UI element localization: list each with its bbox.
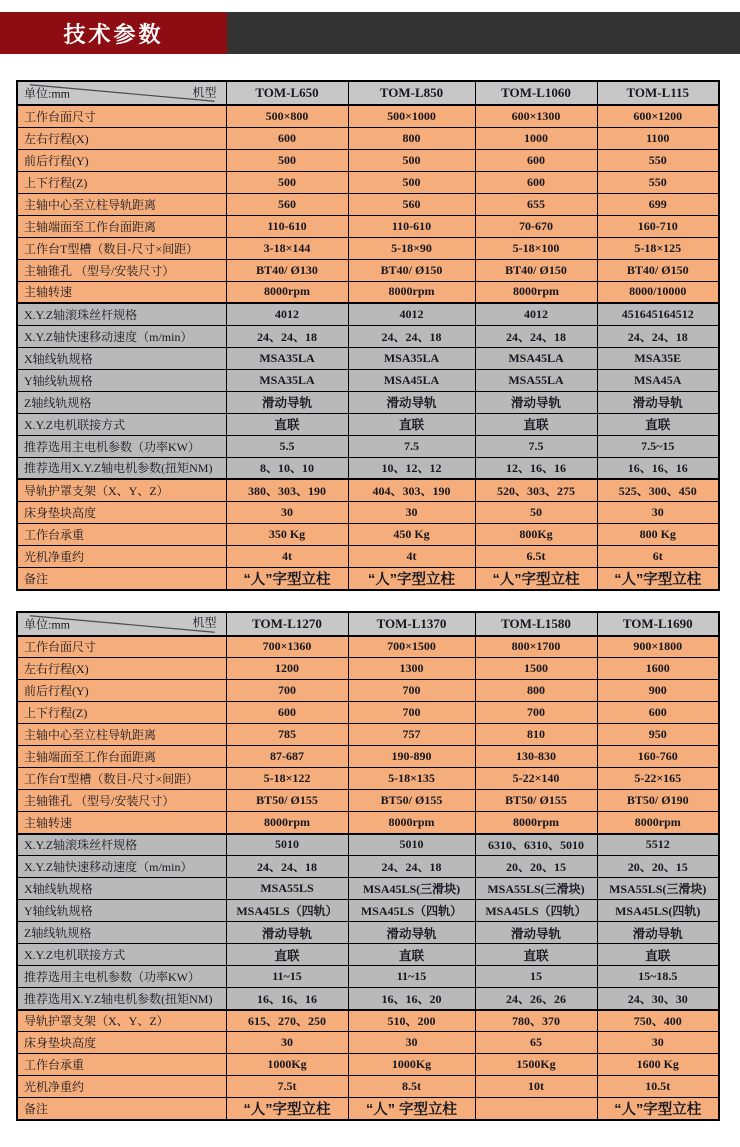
value-cell: 20、20、15 [475, 856, 597, 878]
row-label: X.Y.Z电机联接方式 [17, 944, 226, 966]
value-cell: 4t [226, 545, 348, 567]
value-cell: 1000Kg [226, 1054, 348, 1076]
value-cell: 70-670 [475, 215, 597, 237]
value-cell: 直联 [597, 944, 719, 966]
value-cell: 5-18×122 [226, 768, 348, 790]
value-cell: 滑动导轨 [597, 391, 719, 413]
value-cell: 700 [226, 680, 348, 702]
column-header: TOM-L650 [226, 81, 348, 105]
row-label: X.Y.Z轴滚珠丝杆规格 [17, 303, 226, 325]
value-cell: 5512 [597, 834, 719, 856]
row-label: 工作台面尺寸 [17, 636, 226, 658]
column-header: TOM-L115 [597, 81, 719, 105]
table-row [17, 523, 719, 545]
row-label: 主轴端面至工作台面距离 [17, 215, 226, 237]
row-label: 主轴端面至工作台面距离 [17, 746, 226, 768]
table-row [17, 812, 719, 834]
value-cell: MSA55LS(三滑块) [597, 878, 719, 900]
value-cell: 5-18×100 [475, 237, 597, 259]
value-cell: MSA35LA [226, 369, 348, 391]
header-bar [0, 12, 740, 54]
value-cell: “人”字型立柱 [348, 567, 475, 590]
page-title: 技术参数 [63, 21, 164, 47]
table-row [17, 988, 719, 1010]
value-cell: 8000/10000 [597, 281, 719, 303]
row-label: 主轴中心至立柱导轨距离 [17, 724, 226, 746]
value-cell: 510、200 [348, 1010, 475, 1032]
row-label: 前后行程(Y) [17, 149, 226, 171]
value-cell: 5-22×140 [475, 768, 597, 790]
value-cell: 11~15 [226, 966, 348, 988]
value-cell: 直联 [348, 944, 475, 966]
unit-label: 单位:mm [24, 617, 71, 631]
value-cell: 500×1000 [348, 105, 475, 127]
table-row [17, 1032, 719, 1054]
value-cell: 4012 [348, 303, 475, 325]
row-label: 主轴锥孔 （型号/安装尺寸） [17, 790, 226, 812]
value-cell: 525、300、450 [597, 479, 719, 501]
value-cell: 30 [597, 1032, 719, 1054]
table-row [17, 900, 719, 922]
value-cell: 800 Kg [597, 523, 719, 545]
value-cell: MSA45A [597, 369, 719, 391]
value-cell: 滑动导轨 [226, 922, 348, 944]
value-cell: 3-18×144 [226, 237, 348, 259]
value-cell: 615、270、250 [226, 1010, 348, 1032]
row-label: 主轴锥孔 （型号/安装尺寸） [17, 259, 226, 281]
value-cell: 750、400 [597, 1010, 719, 1032]
value-cell: 87-687 [226, 746, 348, 768]
value-cell: BT40/ Ø130 [226, 259, 348, 281]
value-cell: 350 Kg [226, 523, 348, 545]
value-cell: 滑动导轨 [597, 922, 719, 944]
row-label: X轴线轨规格 [17, 347, 226, 369]
row-label: 主轴转速 [17, 281, 226, 303]
value-cell: 8000rpm [475, 812, 597, 834]
value-cell: 1500Kg [475, 1054, 597, 1076]
corner-cell [17, 612, 226, 636]
value-cell: 24、24、18 [348, 856, 475, 878]
row-label: Y轴线轨规格 [17, 900, 226, 922]
value-cell: “人”字型立柱 [226, 567, 348, 590]
value-cell: 直联 [475, 413, 597, 435]
table-row [17, 1010, 719, 1032]
value-cell: 500 [348, 171, 475, 193]
row-label: 左右行程(X) [17, 658, 226, 680]
value-cell: 8000rpm [348, 281, 475, 303]
table-row [17, 944, 719, 966]
row-label: 主轴转速 [17, 812, 226, 834]
value-cell: 6t [597, 545, 719, 567]
value-cell: 500 [226, 149, 348, 171]
value-cell: 8000rpm [226, 281, 348, 303]
value-cell: 700 [348, 680, 475, 702]
value-cell: 380、303、190 [226, 479, 348, 501]
value-cell: 直联 [226, 944, 348, 966]
value-cell: 560 [226, 193, 348, 215]
value-cell: MSA55LS(三滑块) [475, 878, 597, 900]
value-cell: 5-18×90 [348, 237, 475, 259]
model-label: 机型 [192, 85, 217, 100]
value-cell: 1100 [597, 127, 719, 149]
value-cell: 15 [475, 966, 597, 988]
value-cell: 600 [226, 127, 348, 149]
row-label: X.Y.Z轴快速移动速度（m/min） [17, 325, 226, 347]
value-cell: 6310、6310、5010 [475, 834, 597, 856]
spec-tables-container [0, 54, 740, 1121]
table-row [17, 856, 719, 878]
row-label: 光机净重约 [17, 545, 226, 567]
value-cell: 8、10、10 [226, 457, 348, 479]
value-cell: 520、303、275 [475, 479, 597, 501]
value-cell: 滑动导轨 [348, 922, 475, 944]
value-cell: 404、303、190 [348, 479, 475, 501]
value-cell: 1000 [475, 127, 597, 149]
value-cell: 直联 [597, 413, 719, 435]
value-cell: 160-760 [597, 746, 719, 768]
value-cell: 600 [226, 702, 348, 724]
value-cell: 24、24、18 [226, 325, 348, 347]
value-cell: 800Kg [475, 523, 597, 545]
value-cell: 8.5t [348, 1076, 475, 1098]
header-row [17, 612, 719, 636]
value-cell: 10t [475, 1076, 597, 1098]
value-cell: 7.5~15 [597, 435, 719, 457]
value-cell: 699 [597, 193, 719, 215]
value-cell: 700 [348, 702, 475, 724]
value-cell: 5-22×165 [597, 768, 719, 790]
value-cell: 700×1500 [348, 636, 475, 658]
value-cell: 7.5t [226, 1076, 348, 1098]
value-cell: 30 [348, 1032, 475, 1054]
value-cell: 30 [226, 1032, 348, 1054]
value-cell: 8000rpm [597, 812, 719, 834]
value-cell: 10.5t [597, 1076, 719, 1098]
table-row [17, 435, 719, 457]
table-row [17, 922, 719, 944]
table-row [17, 790, 719, 812]
table-row [17, 658, 719, 680]
value-cell: BT50/ Ø155 [348, 790, 475, 812]
table-row [17, 237, 719, 259]
column-header: TOM-L1580 [475, 612, 597, 636]
column-header: TOM-L1270 [226, 612, 348, 636]
value-cell: “人”字型立柱 [475, 567, 597, 590]
value-cell: 130-830 [475, 746, 597, 768]
table-row [17, 171, 719, 193]
value-cell: 757 [348, 724, 475, 746]
column-header: TOM-L1370 [348, 612, 475, 636]
value-cell: 16、16、20 [348, 988, 475, 1010]
value-cell: 160-710 [597, 215, 719, 237]
table-row [17, 680, 719, 702]
value-cell: 24、24、18 [597, 325, 719, 347]
value-cell: 24、24、18 [348, 325, 475, 347]
value-cell: 785 [226, 724, 348, 746]
table-row [17, 702, 719, 724]
table-row [17, 878, 719, 900]
value-cell: 5010 [226, 834, 348, 856]
row-label: 主轴中心至立柱导轨距离 [17, 193, 226, 215]
value-cell: MSA45LS（四轨） [475, 900, 597, 922]
value-cell: 900 [597, 680, 719, 702]
row-label: 导轨护罩支架（X、Y、Z） [17, 1010, 226, 1032]
value-cell: 5.5 [226, 435, 348, 457]
value-cell: 4012 [226, 303, 348, 325]
table-row [17, 724, 719, 746]
value-cell: 600×1300 [475, 105, 597, 127]
value-cell: 30 [226, 501, 348, 523]
value-cell: 5-18×125 [597, 237, 719, 259]
value-cell: 4t [348, 545, 475, 567]
value-cell: “人”字型立柱 [597, 1098, 719, 1121]
value-cell: BT50/ Ø190 [597, 790, 719, 812]
value-cell: 8000rpm [226, 812, 348, 834]
value-cell: 65 [475, 1032, 597, 1054]
value-cell: 450 Kg [348, 523, 475, 545]
value-cell: 10、12、12 [348, 457, 475, 479]
value-cell: 8000rpm [475, 281, 597, 303]
value-cell: 30 [348, 501, 475, 523]
value-cell: 600×1200 [597, 105, 719, 127]
value-cell: 800×1700 [475, 636, 597, 658]
row-label: 推荐选用主电机参数（功率KW） [17, 966, 226, 988]
value-cell: 110-610 [348, 215, 475, 237]
table-row [17, 259, 719, 281]
row-label: X轴线轨规格 [17, 878, 226, 900]
column-header: TOM-L1690 [597, 612, 719, 636]
value-cell: 810 [475, 724, 597, 746]
value-cell: 700 [475, 702, 597, 724]
value-cell: 800 [348, 127, 475, 149]
value-cell: 6.5t [475, 545, 597, 567]
value-cell: 1600 Kg [597, 1054, 719, 1076]
value-cell: 直联 [348, 413, 475, 435]
row-label: 前后行程(Y) [17, 680, 226, 702]
table-row [17, 127, 719, 149]
table-row [17, 281, 719, 303]
value-cell: BT50/ Ø155 [226, 790, 348, 812]
value-cell: “人” 字型立柱 [348, 1098, 475, 1121]
value-cell: BT40/ Ø150 [475, 259, 597, 281]
table-row [17, 768, 719, 790]
value-cell: 600 [475, 149, 597, 171]
value-cell: 7.5 [475, 435, 597, 457]
value-cell: 780、370 [475, 1010, 597, 1032]
value-cell: 600 [597, 702, 719, 724]
value-cell: 500×800 [226, 105, 348, 127]
row-label: 备注 [17, 1098, 226, 1121]
value-cell: 655 [475, 193, 597, 215]
row-label: 推荐选用X.Y.Z轴电机参数(扭矩NM) [17, 988, 226, 1010]
value-cell: 560 [348, 193, 475, 215]
row-label: 床身垫块高度 [17, 501, 226, 523]
value-cell: 30 [597, 501, 719, 523]
value-cell: “人”字型立柱 [226, 1098, 348, 1121]
value-cell: MSA45LA [475, 347, 597, 369]
value-cell: 190-890 [348, 746, 475, 768]
value-cell: 24、24、18 [226, 856, 348, 878]
spec-table-2 [16, 611, 720, 1122]
value-cell: MSA35LA [348, 347, 475, 369]
row-label: 上下行程(Z) [17, 702, 226, 724]
value-cell: MSA45LS（四轨） [348, 900, 475, 922]
value-cell: MSA55LA [475, 369, 597, 391]
value-cell: 24、30、30 [597, 988, 719, 1010]
value-cell: 1200 [226, 658, 348, 680]
value-cell: 50 [475, 501, 597, 523]
table-row [17, 746, 719, 768]
table-row [17, 1054, 719, 1076]
table-row [17, 325, 719, 347]
value-cell: 700×1360 [226, 636, 348, 658]
row-label: 左右行程(X) [17, 127, 226, 149]
value-cell: 20、20、15 [597, 856, 719, 878]
row-label: 床身垫块高度 [17, 1032, 226, 1054]
row-label: 光机净重约 [17, 1076, 226, 1098]
row-label: 工作台T型槽（数目-尺寸×间距） [17, 768, 226, 790]
value-cell: MSA45LS(三滑块) [348, 878, 475, 900]
table-row [17, 149, 719, 171]
table-row [17, 413, 719, 435]
value-cell: 1000Kg [348, 1054, 475, 1076]
value-cell: MSA55LS [226, 878, 348, 900]
value-cell: 24、24、18 [475, 325, 597, 347]
value-cell: 16、16、16 [226, 988, 348, 1010]
row-label: X.Y.Z轴滚珠丝杆规格 [17, 834, 226, 856]
value-cell: 500 [348, 149, 475, 171]
table-row [17, 966, 719, 988]
value-cell: 4012 [475, 303, 597, 325]
value-cell [475, 1098, 597, 1121]
row-label: Z轴线轨规格 [17, 391, 226, 413]
column-header: TOM-L1060 [475, 81, 597, 105]
table-row [17, 457, 719, 479]
value-cell: 1500 [475, 658, 597, 680]
row-label: X.Y.Z轴快速移动速度（m/min） [17, 856, 226, 878]
value-cell: “人”字型立柱 [597, 567, 719, 590]
value-cell: MSA45LS（四轨） [226, 900, 348, 922]
value-cell: 550 [597, 149, 719, 171]
model-label: 机型 [192, 615, 217, 630]
value-cell: 滑动导轨 [226, 391, 348, 413]
value-cell: 16、16、16 [597, 457, 719, 479]
row-label: 备注 [17, 567, 226, 590]
table-row [17, 215, 719, 237]
corner-cell [17, 81, 226, 105]
table-row [17, 567, 719, 590]
value-cell: 110-610 [226, 215, 348, 237]
value-cell: 7.5 [348, 435, 475, 457]
value-cell: 直联 [226, 413, 348, 435]
value-cell: 滑动导轨 [475, 922, 597, 944]
header-row [17, 81, 719, 105]
value-cell: 900×1800 [597, 636, 719, 658]
row-label: 上下行程(Z) [17, 171, 226, 193]
table-row [17, 834, 719, 856]
row-label: 工作台面尺寸 [17, 105, 226, 127]
value-cell: MSA35LA [226, 347, 348, 369]
value-cell: 950 [597, 724, 719, 746]
table-row [17, 105, 719, 127]
value-cell: MSA35E [597, 347, 719, 369]
value-cell: 12、16、16 [475, 457, 597, 479]
value-cell: 11~15 [348, 966, 475, 988]
value-cell: 800 [475, 680, 597, 702]
value-cell: 24、26、26 [475, 988, 597, 1010]
table-row [17, 193, 719, 215]
unit-label: 单位:mm [24, 86, 71, 101]
row-label: Y轴线轨规格 [17, 369, 226, 391]
value-cell: 5010 [348, 834, 475, 856]
table-row [17, 1076, 719, 1098]
value-cell: BT40/ Ø150 [597, 259, 719, 281]
table-row [17, 479, 719, 501]
table-row [17, 369, 719, 391]
column-header: TOM-L850 [348, 81, 475, 105]
value-cell: 500 [226, 171, 348, 193]
value-cell: 550 [597, 171, 719, 193]
row-label: 推荐选用主电机参数（功率KW） [17, 435, 226, 457]
row-label: X.Y.Z电机联接方式 [17, 413, 226, 435]
value-cell: 15~18.5 [597, 966, 719, 988]
table-row [17, 545, 719, 567]
table-row [17, 636, 719, 658]
row-label: Z轴线轨规格 [17, 922, 226, 944]
row-label: 工作台承重 [17, 523, 226, 545]
row-label: 导轨护罩支架（X、Y、Z） [17, 479, 226, 501]
table-row [17, 303, 719, 325]
value-cell: 直联 [475, 944, 597, 966]
value-cell: 600 [475, 171, 597, 193]
section-title-banner [0, 12, 227, 54]
table-row [17, 391, 719, 413]
value-cell: MSA45LS(四轨) [597, 900, 719, 922]
value-cell: MSA45LA [348, 369, 475, 391]
value-cell: 1300 [348, 658, 475, 680]
value-cell: BT50/ Ø155 [475, 790, 597, 812]
value-cell: BT40/ Ø150 [348, 259, 475, 281]
value-cell: 8000rpm [348, 812, 475, 834]
table-row [17, 501, 719, 523]
value-cell: 1600 [597, 658, 719, 680]
value-cell: 5-18×135 [348, 768, 475, 790]
table-row [17, 1098, 719, 1121]
value-cell: 滑动导轨 [475, 391, 597, 413]
value-cell: 滑动导轨 [348, 391, 475, 413]
row-label: 工作台承重 [17, 1054, 226, 1076]
row-label: 工作台T型槽（数目-尺寸×间距） [17, 237, 226, 259]
spec-table-1 [16, 80, 720, 591]
row-label: 推荐选用X.Y.Z轴电机参数(扭矩NM) [17, 457, 226, 479]
value-cell: 451645164512 [597, 303, 719, 325]
table-row [17, 347, 719, 369]
